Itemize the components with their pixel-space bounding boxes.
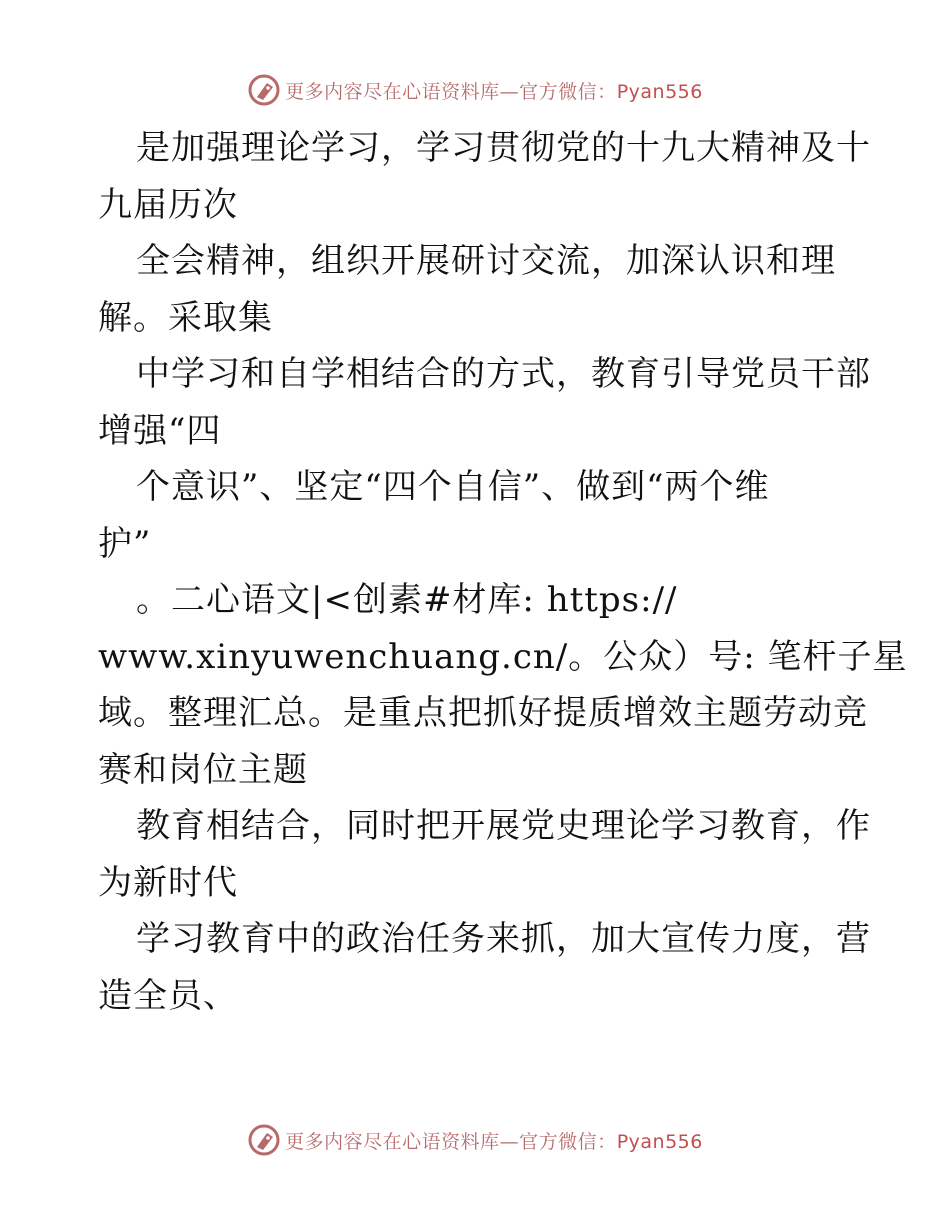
text-line: 中学习和自学相结合的方式，教育引导党员干部	[136, 354, 871, 394]
wechat-id: Pyan556	[616, 80, 703, 103]
text-line: www.xinyuwenchuang.cn/。公众）号: 笔杆子星	[98, 636, 908, 677]
banner-text: 更多内容尽在心语资料库—官方微信：Pyan556	[285, 80, 703, 103]
text-line: 解。采取集	[98, 297, 273, 338]
text-line: 。二心语文|<创素#材库: https://	[136, 580, 678, 620]
text-line: 造全员、	[98, 975, 238, 1016]
text-line: 是加强理论学习，学习贯彻党的十九大精神及十	[136, 128, 871, 168]
footer-banner	[0, 1120, 950, 1160]
document-body	[98, 120, 908, 1024]
pen-nib-logo-icon	[247, 1123, 281, 1157]
text-line: 九届历次	[98, 184, 238, 225]
text-line: 为新时代	[98, 862, 238, 903]
text-line: 增强“四	[98, 410, 222, 451]
text-line: 赛和岗位主题	[98, 749, 308, 790]
wechat-id: Pyan556	[616, 1130, 703, 1153]
text-line: 个意识”、坚定“四个自信”、做到“两个维	[136, 467, 770, 507]
text-line: 全会精神，组织开展研讨交流，加深认识和理	[136, 241, 836, 281]
text-line: 学习教育中的政治任务来抓，加大宣传力度，营	[136, 919, 871, 959]
text-line: 教育相结合，同时把开展党史理论学习教育，作	[136, 806, 871, 846]
text-line: 域。整理汇总。是重点把抓好提质增效主题劳动竞	[98, 693, 868, 733]
text-line: 护”	[98, 523, 152, 564]
header-banner	[0, 70, 950, 110]
banner-text: 更多内容尽在心语资料库—官方微信：Pyan556	[285, 1130, 703, 1153]
pen-nib-logo-icon	[247, 73, 281, 107]
